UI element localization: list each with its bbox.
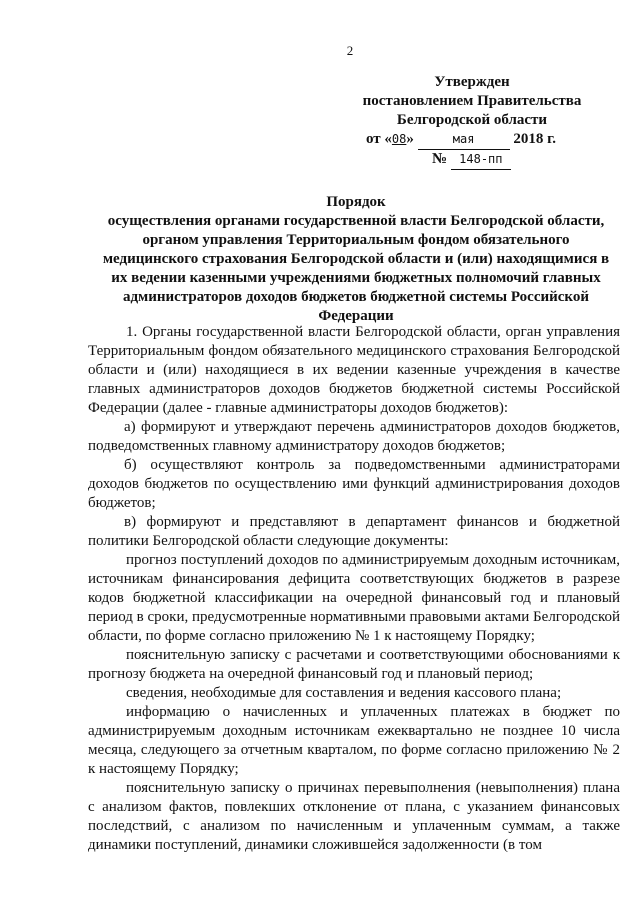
number-prefix: № (432, 151, 448, 167)
paragraph-1: 1. Органы государственной власти Белгородской области, орган управления Территориальным фондом обязательного медицинского страхования Белгородской области и (или) находящиеся в их ведении казенные учреждения в качестве главных администраторов доходов бюджетов бюджетной системы Российской Федерации (далее - главные администраторы доходов бюджетов): (88, 324, 620, 416)
paragraph-b: б) осуществляют контроль за подведомственными администраторами доходов бюджетов по осуществлению ими функций администрирования доходов бюджетов; (88, 457, 620, 511)
approval-date-line (352, 130, 592, 150)
title-heading: Порядок (326, 194, 386, 210)
approval-line-resolution: постановлением Правительства (362, 93, 582, 109)
document-body (88, 323, 620, 855)
page-number: 2 (346, 43, 354, 58)
date-year: 2018 г. (513, 131, 556, 147)
title-subtitle: осуществления органами государственной власти Белгородской области, органом управления Территориальным фондом обязательного медицинского страхования Белгородской области и (или) находящимися в их ведении казенными учреждениями бюджетных полномочий главных администраторов доходов бюджетов бюджетной системы Российской Федерации (102, 213, 610, 324)
date-sep: » (406, 131, 414, 147)
document-number: 148-пп (459, 152, 503, 166)
approval-line-approved: Утвержден (434, 74, 510, 90)
paragraph-cash-plan: сведения, необходимые для составления и ведения кассового плана; (126, 685, 562, 701)
paragraph-plan-deviation: пояснительную записку о причинах перевыполнения (невыполнения) плана с анализом фактов, повлекших отклонение от плана, с указанием финансовых последствий, с анализом по начисленным и уплаченным суммам, а также динамики поступлений, динамики сложившейся задолженности (в том (88, 780, 620, 853)
paragraph-forecast: прогноз поступлений доходов по администрируемым доходным источникам, источникам финансирования дефицита соответствующих бюджетов в разрезе кодов бюджетной классификации на очередной финансовый год и плановый период в сроки, предусмотренные нормативными правовыми актами Белгородской области, по форме согласно приложению № 1 к настоящему Порядку; (88, 552, 620, 644)
document-title (96, 193, 616, 326)
paragraph-explanatory-note: пояснительную записку с расчетами и соответствующими обоснованиями к прогнозу бюджета на очередной финансовый год и плановый период; (88, 647, 620, 682)
approval-line-region: Белгородской области (396, 112, 548, 128)
date-day: 08 (391, 132, 407, 146)
number-field (451, 150, 511, 170)
date-month-field (418, 130, 510, 150)
approval-number-line (352, 150, 592, 170)
approval-stamp (352, 73, 592, 170)
paragraph-a: а) формируют и утверждают перечень администраторов доходов бюджетов, подведомственных главному администратору доходов бюджетов; (88, 419, 620, 454)
paragraph-v: в) формируют и представляют в департамент финансов и бюджетной политики Белгородской области следующие документы: (88, 514, 620, 549)
paragraph-payments-info: информацию о начисленных и уплаченных платежах в бюджет по администрируемым доходным источникам ежеквартально не позднее 10 числа месяца, следующего за отчетным кварталом, по форме согласно приложению № 2 к настоящему Порядку; (88, 704, 620, 777)
date-prefix: от « (366, 131, 392, 147)
date-month: мая (452, 132, 475, 146)
